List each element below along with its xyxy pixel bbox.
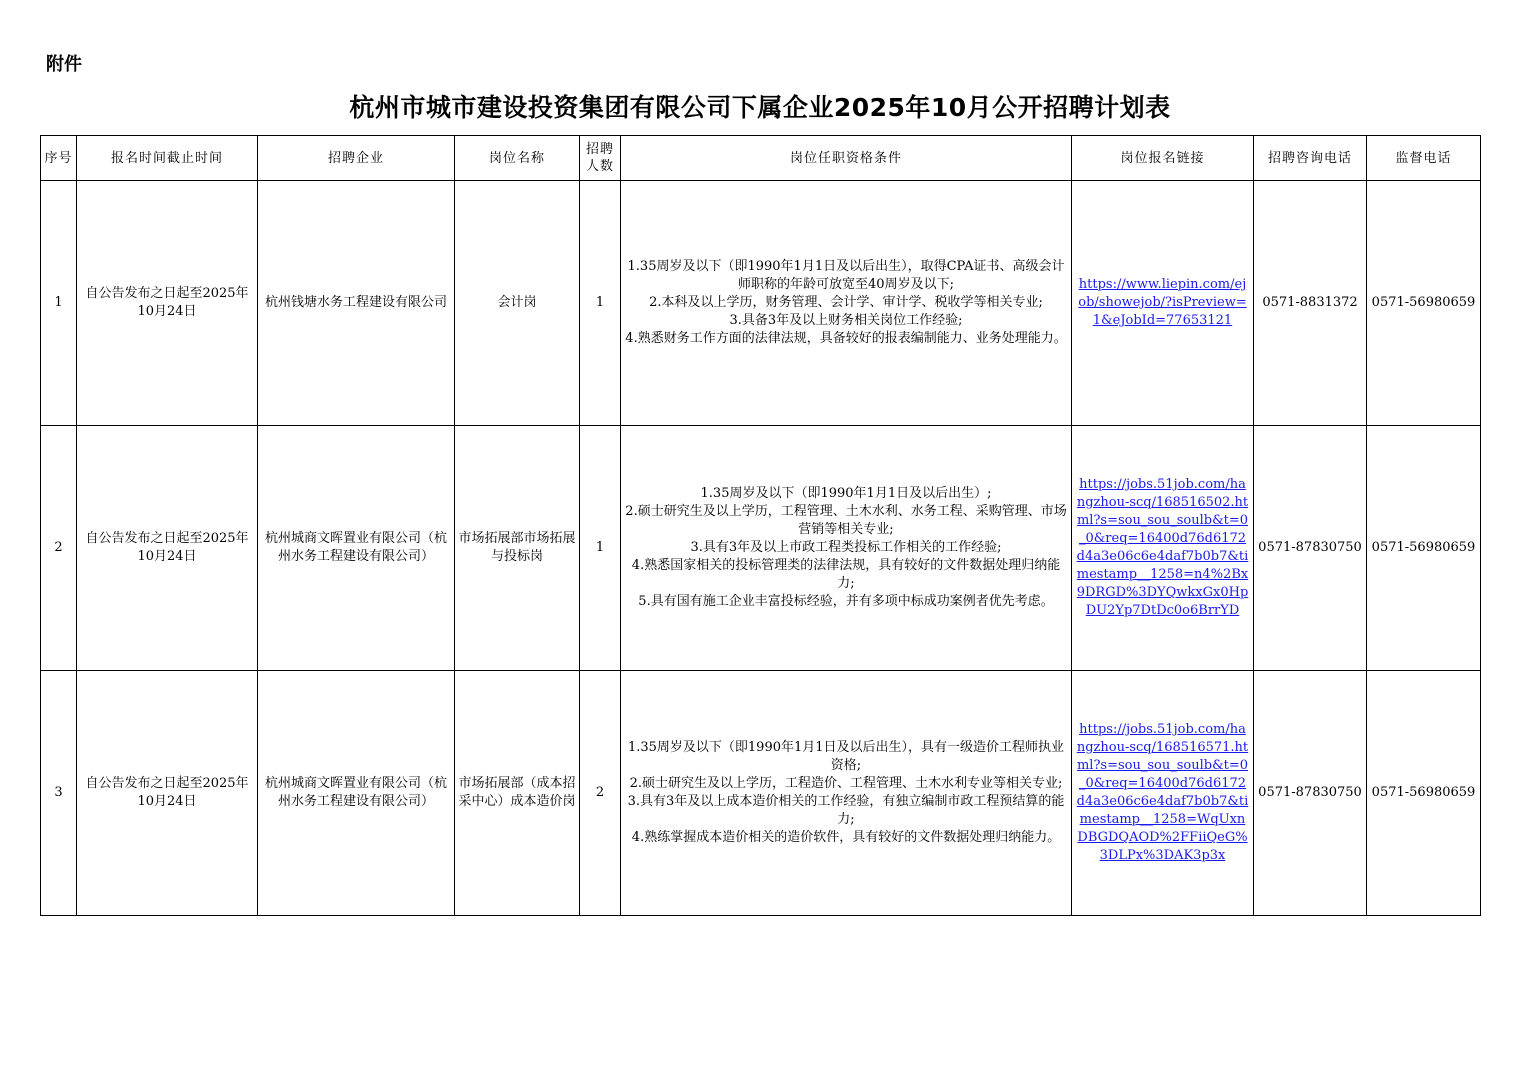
row-seq: 2: [41, 426, 77, 671]
row-position: 市场拓展部市场拓展与投标岗: [455, 426, 580, 671]
row-headcount: 1: [580, 181, 621, 426]
apply-link[interactable]: https://www.liepin.com/ejob/showejob/?isPreview=1&eJobId=77653121: [1078, 277, 1247, 328]
requirement-item: 3.具有3年及以上成本造价相关的工作经验，有独立编制市政工程预结算的能力;: [627, 794, 1065, 827]
row-company: 杭州城商文晖置业有限公司（杭州水务工程建设有限公司）: [258, 671, 455, 916]
row-consult-phone: 0571-87830750: [1254, 671, 1367, 916]
row-headcount: 2: [580, 671, 621, 916]
requirement-item: 4.熟悉财务工作方面的法律法规，具备较好的报表编制能力、业务处理能力。: [625, 331, 1067, 346]
requirement-item: 3.具有3年及以上市政工程类投标工作相关的工作经验;: [690, 540, 1002, 555]
row-link-cell: [1072, 426, 1254, 671]
requirement-item: 2.本科及以上学历，财务管理、会计学、审计学、税收学等相关专业;: [649, 295, 1043, 310]
row-seq: 1: [41, 181, 77, 426]
row-supervise-phone: 0571-56980659: [1367, 671, 1481, 916]
row-headcount: 1: [580, 426, 621, 671]
header-deadline: 报名时间截止时间: [77, 136, 258, 181]
row-supervise-phone: 0571-56980659: [1367, 181, 1481, 426]
row-link-cell: [1072, 671, 1254, 916]
header-link: 岗位报名链接: [1072, 136, 1254, 181]
row-supervise-phone: 0571-56980659: [1367, 426, 1481, 671]
attachment-label: 附件: [46, 54, 82, 75]
table-row: [41, 671, 1481, 916]
header-requirements: 岗位任职资格条件: [621, 136, 1072, 181]
requirement-item: 5.具有国有施工企业丰富投标经验，并有多项中标成功案例者优先考虑。: [638, 594, 1054, 609]
requirement-item: 2.硕士研究生及以上学历，工程管理、土木水利、水务工程、采购管理、市场营销等相关专业;: [625, 504, 1067, 537]
apply-link[interactable]: https://jobs.51job.com/hangzhou-scq/168516502.html?s=sou_sou_soulb&t=0_0&req=16400d76d6172d4a3e06c6e4daf7b0b7&timestamp__1258=n4%2Bx9DRGD%3DYQwkxGx0HpDU2Yp7DtDc0o6BrrYD: [1076, 477, 1249, 618]
row-requirements: [621, 671, 1072, 916]
requirement-item: 4.熟练掌握成本造价相关的造价软件，具有较好的文件数据处理归纳能力。: [631, 830, 1061, 845]
row-consult-phone: 0571-87830750: [1254, 426, 1367, 671]
header-company: 招聘企业: [258, 136, 455, 181]
row-consult-phone: 0571-8831372: [1254, 181, 1367, 426]
row-company: 杭州钱塘水务工程建设有限公司: [258, 181, 455, 426]
header-consult-phone: 招聘咨询电话: [1254, 136, 1367, 181]
requirement-item: 4.熟悉国家相关的投标管理类的法律法规，具有较好的文件数据处理归纳能力;: [631, 558, 1061, 591]
row-deadline: 自公告发布之日起至2025年10月24日: [77, 426, 258, 671]
row-company: 杭州城商文晖置业有限公司（杭州水务工程建设有限公司）: [258, 426, 455, 671]
requirement-item: 2.硕士研究生及以上学历，工程造价、工程管理、土木水利专业等相关专业;: [629, 776, 1063, 791]
table-row: [41, 426, 1481, 671]
row-requirements: [621, 426, 1072, 671]
header-position: 岗位名称: [455, 136, 580, 181]
table-row: [41, 181, 1481, 426]
recruitment-plan-table: [40, 135, 1481, 916]
apply-link[interactable]: https://jobs.51job.com/hangzhou-scq/168516571.html?s=sou_sou_soulb&t=0_0&req=16400d76d6172d4a3e06c6e4daf7b0b7&timestamp__1258=WqUxnDBGDQAOD%2FFiiQeG%3DLPx%3DAK3p3x: [1076, 722, 1249, 863]
requirement-item: 1.35周岁及以下（即1990年1月1日及以后出生），具有一级造价工程师执业资格;: [627, 740, 1065, 773]
row-position: 市场拓展部（成本招采中心）成本造价岗: [455, 671, 580, 916]
header-row: [41, 136, 1481, 181]
row-seq: 3: [41, 671, 77, 916]
header-headcount: 招聘人数: [580, 136, 621, 181]
row-deadline: 自公告发布之日起至2025年10月24日: [77, 671, 258, 916]
row-link-cell: [1072, 181, 1254, 426]
row-deadline: 自公告发布之日起至2025年10月24日: [77, 181, 258, 426]
requirement-item: 1.35周岁及以下（即1990年1月1日及以后出生），取得CPA证书、高级会计师职称的年龄可放宽至40周岁及以下;: [627, 259, 1065, 292]
header-seq: 序号: [41, 136, 77, 181]
requirement-item: 3.具备3年及以上财务相关岗位工作经验;: [729, 313, 963, 328]
row-requirements: [621, 181, 1072, 426]
row-position: 会计岗: [455, 181, 580, 426]
page-title: 杭州市城市建设投资集团有限公司下属企业2025年10月公开招聘计划表: [349, 93, 1171, 122]
header-supervise-phone: 监督电话: [1367, 136, 1481, 181]
requirement-item: 1.35周岁及以下（即1990年1月1日及以后出生）;: [700, 486, 992, 501]
